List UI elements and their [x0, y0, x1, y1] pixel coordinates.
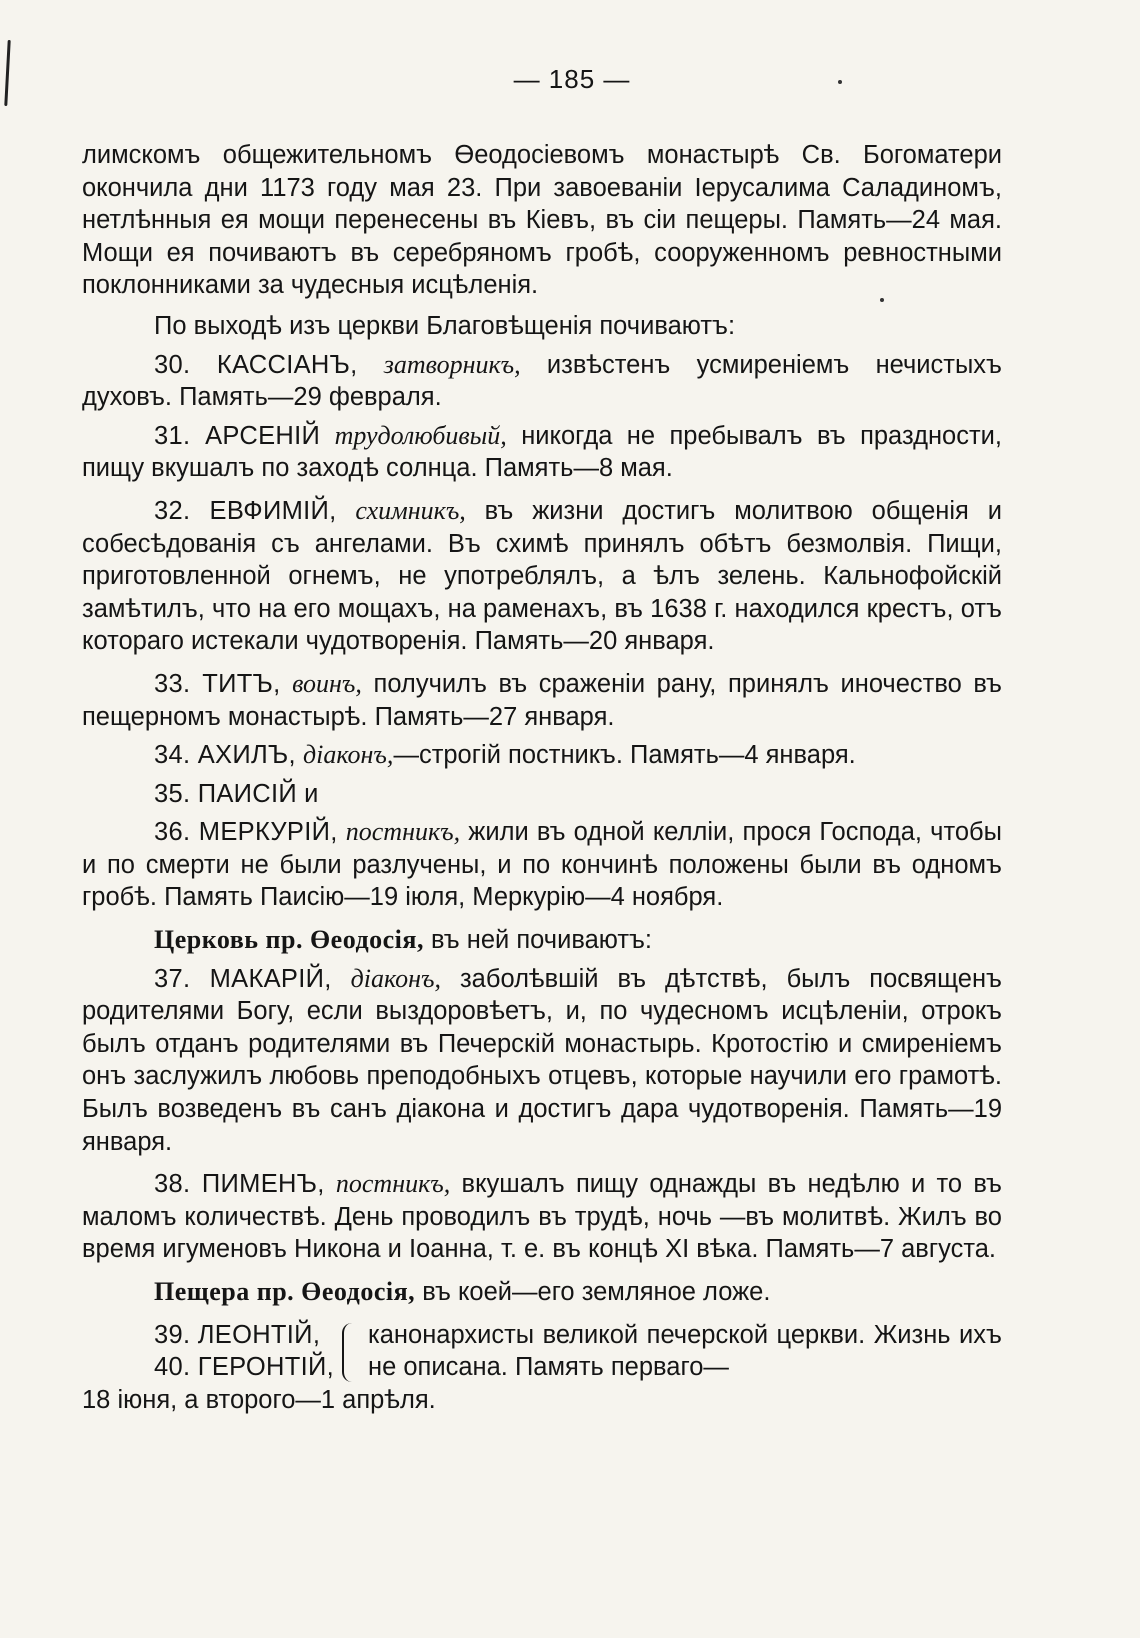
- pair-tail: 18 іюня, а второго—1 апрѣля.: [82, 1385, 436, 1414]
- entry-text: вкушалъ пищу однажды въ недѣлю и то въ маломъ количествѣ. День проводилъ въ трудѣ, ночь —въ молитвѣ. Жилъ во время игуменовъ Никона и Іоанна, т. е. въ концѣ XI вѣка. Память—7 августа.: [82, 1170, 1002, 1264]
- entry-32: [82, 495, 1002, 658]
- entry-epithet: діаконъ,: [350, 963, 442, 993]
- entry-33: [82, 668, 1002, 733]
- entry-text: никогда не пребывалъ въ праздности, пищу вкушалъ по заходѣ солнца. Память—8 мая.: [82, 421, 1002, 483]
- entry-epithet: постникъ,: [345, 817, 461, 847]
- entry-31: [82, 420, 1002, 485]
- pair-text: канонархисты великой печерской церкви. Жизнь ихъ не описана. Память перваго—: [368, 1320, 1002, 1382]
- entry-30: [82, 349, 1002, 414]
- section-heading-text: въ ней почиваютъ:: [423, 926, 653, 955]
- entry-name: 31. АРСЕНІЙ: [154, 421, 321, 450]
- entry-text: получилъ въ сраженіи рану, принялъ иночество въ пещерномъ монастырѣ. Память—27 января.: [82, 669, 1002, 731]
- entry-text: извѣстенъ усмиреніемъ нечистыхъ духовъ. Память—29 февраля.: [82, 350, 1002, 412]
- entry-name: 38. ПИМЕНЪ,: [154, 1170, 325, 1199]
- page-body: [82, 139, 1002, 1416]
- paragraph-continuation: лимскомъ общежительномъ Өеодосіевомъ монастырѣ Св. Богоматери окончила дни 1173 году мая 23. При завоеваніи Іерусалима Саладиномъ, нетлѣнныя ея мощи перенесены въ Кіевъ, въ сіи пещеры. Память—24 мая. Мощи ея почиваютъ въ серебряномъ гробѣ, сооруженномъ ревностными поклонниками за чудесныя исцѣленія.: [82, 141, 1002, 300]
- entry-35: [82, 778, 1002, 811]
- section-heading-text: въ коей—его земляное ложе.: [415, 1278, 771, 1306]
- section-heading-cave: [82, 1276, 1002, 1309]
- entry-epithet: затворникъ,: [383, 349, 521, 379]
- entry-epithet: постникъ,: [335, 1169, 451, 1199]
- entry-name-40: 40. ГЕРОНТІЙ,: [154, 1353, 335, 1382]
- entry-36: [82, 816, 1002, 914]
- entry-text: —строгій постникъ. Память—4 января.: [393, 741, 856, 770]
- entry-name: 35. ПАИСІЙ: [154, 779, 298, 808]
- entries-39-40: [82, 1319, 1002, 1384]
- paragraph-intro: По выходѣ изъ церкви Благовѣщенія почиваютъ:: [154, 311, 736, 340]
- entry-name: 37. МАКАРІЙ,: [154, 964, 332, 993]
- page-number: — 185 —: [513, 64, 631, 94]
- brace-icon: [342, 1323, 358, 1382]
- entry-name: 34. АХИЛЪ,: [154, 741, 296, 770]
- entry-epithet: діаконъ,: [302, 740, 394, 770]
- entry-name: 33. ТИТЪ,: [154, 669, 281, 698]
- print-speck: [838, 80, 842, 84]
- entry-text: заболѣвшій въ дѣтствѣ, былъ посвященъ родителями Богу, если выздоровѣетъ, и, по чудесномъ исцѣленіи, отрокъ былъ отданъ родителями въ Печерскій монастырь. Кротостію и смиреніемъ онъ заслужилъ любовь преподобныхъ отцевъ, которые научили его грамотѣ. Былъ возведенъ въ санъ діакона и достигъ дара чудотворенія. Память—19 января.: [82, 964, 1002, 1156]
- entry-name-39: 39. ЛЕОНТІЙ,: [154, 1320, 321, 1349]
- entry-37: [82, 963, 1002, 1159]
- entry-text: въ жизни достигъ молитвою общенія и собесѣдованія съ ангелами. Въ схимѣ принялъ обѣтъ безмолвія. Пищи, приготовленной огнемъ, не употреблялъ, а ѣлъ зелень. Кальнофойскій замѣтилъ, что на его мощахъ, на раменахъ, въ 1638 г. находился крестъ, отъ котораго истекали чудотворенія. Память—20 января.: [82, 496, 1002, 656]
- entry-34: [82, 739, 1002, 772]
- entry-text: жили въ одной келліи, прося Господа, чтобы и по смерти не были разлучены, и по кончинѣ положены были въ одномъ гробѣ. Память Паисію—19 іюля, Меркурію—4 ноября.: [82, 818, 1002, 912]
- entry-38: [82, 1168, 1002, 1266]
- print-speck: [880, 298, 884, 302]
- entry-name: 30. КАССІАНЪ,: [154, 350, 358, 379]
- entry-epithet: воинъ,: [292, 668, 362, 698]
- pair-names: [82, 1319, 334, 1384]
- section-heading-church: [82, 924, 1002, 957]
- entry-name: 32. ЕВФИМІЙ,: [154, 496, 337, 525]
- entry-name: 36. МЕРКУРІЙ,: [154, 818, 338, 847]
- section-heading-bold: Пещера пр. Өеодосія,: [154, 1277, 416, 1306]
- margin-mark: [4, 40, 10, 106]
- entry-epithet: схимникъ,: [355, 495, 466, 525]
- section-heading-bold: Церковь пр. Өеодосія,: [154, 925, 424, 955]
- entry-text: и: [297, 779, 319, 808]
- entry-epithet: трудолюбивый,: [334, 420, 507, 450]
